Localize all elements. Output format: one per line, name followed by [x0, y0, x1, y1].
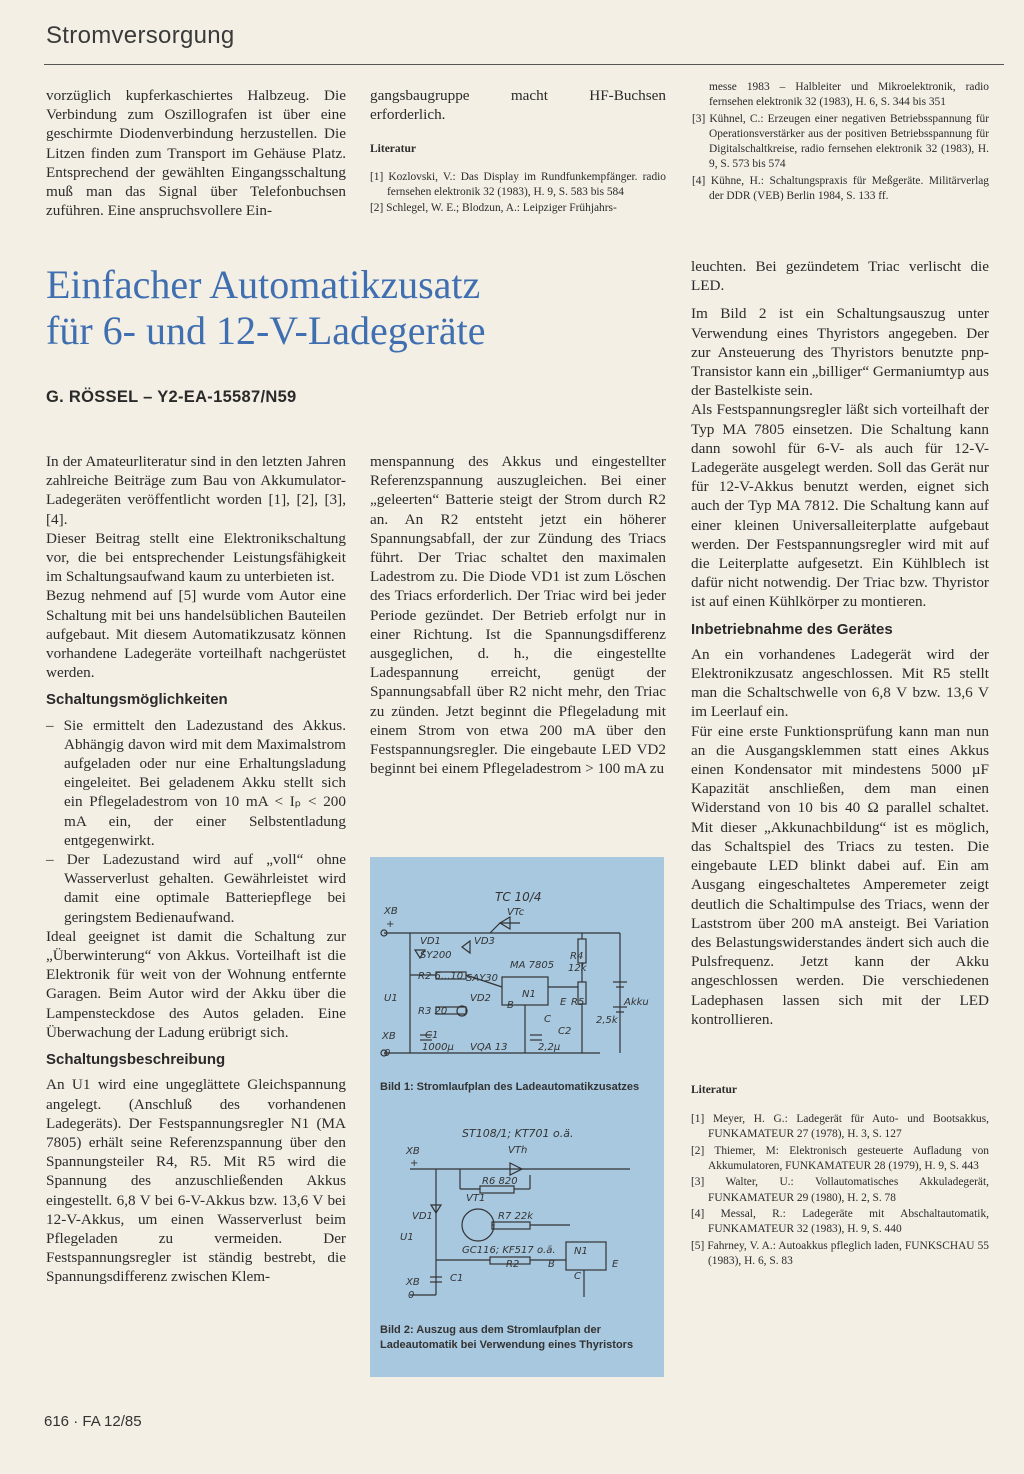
fig1-label: N1	[522, 989, 536, 1000]
prev-article-col2	[370, 86, 666, 218]
fig2-label: N1	[574, 1246, 588, 1257]
circuit-1	[381, 890, 649, 1059]
reference-item: [3] Walter, U.: Vollautomatisches Akkuladegerät, FUNKAMATEUR 29 (1980), H. 2, S. 78	[691, 1176, 989, 1204]
fig1-label: Akku	[624, 997, 649, 1008]
literature-heading: Literatur	[691, 1083, 737, 1096]
fig2-label: R7 22k	[498, 1211, 534, 1222]
fig1-label: E	[560, 997, 567, 1008]
reference-item: [2] Thiemer, M: Elektronisch gesteuerte Aufladung von Akkumulatoren, FUNKAMATEUR 28 (1979), H. 9, S. 443	[691, 1144, 989, 1173]
fig1-label: VD1	[420, 936, 441, 947]
fig1-label: TC 10/4	[495, 890, 542, 904]
paragraph: In der Amateurliteratur sind in den letzten Jahren zahlreiche Beiträge zum Bau von Akkumulator-Ladegeräten veröffentlicht worden [1], [2], [3], [4].	[46, 453, 346, 528]
reference-item: [2] Schlegel, W. E.; Blodzun, A.: Leipziger Frühjahrs-	[370, 202, 617, 215]
title-line: für 6- und 12-V-Ladegeräte	[46, 308, 486, 353]
prev-references-b	[692, 80, 989, 205]
subheading: Inbetriebnahme des Gerätes	[691, 620, 893, 638]
fig1-label: U1	[384, 993, 398, 1004]
fig2-label: U1	[400, 1232, 414, 1243]
reference-item: [4] Messal, R.: Ladegeräte mit Abschaltautomatik, FUNKAMATEUR 32 (1983), H. 9, S. 440	[691, 1207, 989, 1236]
fig2-label: R2	[506, 1259, 520, 1270]
figure-2-caption: Bild 2: Auszug aus dem Stromlaufplan der Ladeautomatik bei Verwendung eines Thyristors	[380, 1324, 634, 1351]
header-rule	[44, 64, 1004, 65]
list-item: – Der Ladezustand wird auf „voll“ ohne Wasserverlust gehalten. Gewährleistet wird damit eine optimale Batteriepflege bei geringstem Bedienaufwand.	[46, 851, 346, 926]
fig1-label: 12k	[568, 963, 587, 974]
fig1-label: VD3	[474, 936, 495, 947]
fig1-label: VQA 13	[470, 1042, 508, 1053]
prev-literature-heading: Literatur	[370, 143, 416, 156]
paragraph: Für eine erste Funktionsprüfung kann man nun an die Ausgangsklemmen statt eines Akkus einen Kondensator mit mindestens 5000 µF Kapazität anschließen, dem man einen Widerstand von 10 bis 40 Ω parallel schaltet. Mit dieser „Akkunachbildung“ ist es möglich, das Schaltspiel des Triacs zu testen. Die eingebaute LED blinkt dabei auf. Ein am Ausgang eingeschaltetes Amperemeter zeigt deutlich die Schaltimpulse des Triacs, wenn der Laststrom über 200 mA ansteigt. Bei Variation des Belastungswiderstandes ändert sich auch die Pulsfrequenz. Jetzt kann der Akku angeschlossen werden. Die verschiedenen Ladephasen lassen sich mit der LED kontrollieren.	[691, 722, 989, 1028]
fig2-label: VTh	[508, 1145, 528, 1156]
fig2-label: B	[548, 1259, 555, 1270]
article-title	[46, 262, 485, 354]
fig2-label: GC116; KF517 o.ä.	[462, 1245, 556, 1256]
fig2-label: 0	[408, 1290, 415, 1301]
author-line: G. RÖSSEL – Y2-EA-15587/N59	[46, 388, 297, 406]
paragraph: Dieser Beitrag stellt eine Elektronikschaltung vor, die bei entsprechender Leistungsfähigkeit im Schaltungsaufwand kaum zu unterbieten ist.	[46, 529, 346, 586]
reference-item: messe 1983 – Halbleiter und Mikroelektronik, radio fernsehen elektronik 32 (1983), H. 6, S. 344 bis 351	[709, 81, 989, 109]
references	[691, 1112, 989, 1269]
paragraph: leuchten. Bei gezündetem Triac verlischt die LED.	[691, 258, 989, 295]
prev-references-a	[370, 170, 666, 217]
paragraph: Als Festspannungsregler läßt sich vorteilhaft der Typ MA 7805 einsetzen. Die Schaltung kann dann sowohl für 6-V- als auch für 12-V-Ladegeräte ausgelegt werden. Soll das Gerät nur für 12-V-Akkus benutzt werden, eignet sich auch der Typ MA 7812. Die Schaltung kann auf einer kleinen Universalleiterplatte aufgebaut werden. Der Festspannungsregler wird mit auf die Leiterplatte aufgesetzt. Ein Kühlblech ist dafür nicht notwendig. Der Triac bzw. Thyristor ist auf einen Kühlkörper zu montieren.	[691, 401, 989, 611]
reference-item: [4] Kühne, H.: Schaltungspraxis für Meßgeräte. Militärverlag der DDR (VEB) Berlin 1984, S. 133 ff.	[692, 174, 989, 203]
fig1-label: XB	[382, 1031, 396, 1042]
paragraph: An ein vorhandenes Ladegerät wird der Elektronikzusatz angeschlossen. Mit R5 stellt man die Schaltschwelle von 6,8 V bzw. 13,6 V im Leerlauf ein.	[691, 645, 989, 721]
paragraph: Ideal geeignet ist damit die Schaltung zur „Überwinterung“ von Akkus. Vorteilhaft ist die Elektronik für weit von der Wohnung entfernte Garagen. Beim Autor wird der Akku über die Lampensteckdose des Autos geladen. Eine Überwachung der Ladung erübrigt sich.	[46, 927, 346, 1041]
section-label: Stromversorgung	[46, 22, 235, 49]
prev-article-text: vorzüglich kupferkaschiertes Halbzeug. Die Verbindung zum Oszillografen ist über eine geschirmte Diodenverbindung herzustellen. Die Litzen finden zum Transport im Gehäuse Platz. Entsprechend der gewählten Eingangsschaltung muß man das Signal über Telefonbuchsen zuführen. Eine anspruchsvollere Ein-	[46, 87, 346, 220]
fig1-label: B	[507, 1000, 514, 1011]
paragraph: Im Bild 2 ist ein Schaltungsauszug unter Verwendung eines Thyristors angegeben. Der zur Ansteuerung des Thyristors benutzte pnp-Transistor kann ein „billiger“ Germaniumtyp aus der Bastelkiste sein.	[691, 305, 989, 400]
list-item: – Sie ermittelt den Ladezustand des Akkus. Abhängig davon wird mit dem Maximalstrom aufgeladen oder nur eine Erhaltungsladung eingeleitet. Bei geladenem Akku stellt sich ein Pflegeladestrom von 10 mA < Iₚ < 200 mA ein, der einer Selbstentladung entgegenwirkt.	[46, 716, 346, 849]
fig2-label: XB	[406, 1277, 420, 1288]
fig1-label: C1	[425, 1030, 439, 1041]
fig1-label: MA 7805	[510, 960, 555, 971]
fig2-label: R6 820	[482, 1176, 518, 1187]
fig2-label: XB	[406, 1146, 420, 1157]
figure-1-caption: Bild 1: Stromlaufplan des Ladeautomatikzusatzes	[380, 1081, 640, 1093]
reference-item: [3] Kühnel, C.: Erzeugen einer negativen Betriebsspannung für Operationsverstärker aus der positiven Betriebsspannung für Digitalschaltkreise, radio fernsehen elektronik 32 (1983), H. 9, S. 573 bis 574	[692, 112, 989, 171]
fig1-label: +	[386, 919, 395, 930]
article-col1	[46, 452, 346, 1287]
circuit-diagrams	[370, 857, 664, 1377]
fig2-label: C1	[450, 1273, 464, 1284]
fig1-label: VD2	[470, 993, 491, 1004]
fig1-label: 2,2µ	[538, 1042, 561, 1053]
feature-list	[46, 716, 346, 927]
fig1-label: SY200	[420, 950, 452, 961]
reference-item: [5] Fahrney, V. A.: Autoakkus pfleglich laden, FUNKSCHAU 55 (1983), H. 6, S. 83	[691, 1239, 989, 1267]
subheading: Schaltungsbeschreibung	[46, 1051, 226, 1069]
paragraph: Bezug nehmend auf [5] wurde vom Autor eine Schaltung mit bei uns handelsüblichen Bauteilen aufgebaut. Mit diesem Automatikzusatz können vorhandene Ladegeräte vorteilhaft nachgerüstet werden.	[46, 587, 346, 682]
article-col2	[370, 452, 666, 778]
fig1-label: R3 20	[418, 1006, 448, 1017]
article-col3	[691, 257, 989, 1270]
fig1-label: C2	[558, 1026, 572, 1037]
circuit-2	[400, 1127, 630, 1301]
subheading: Schaltungsmöglichkeiten	[46, 691, 228, 709]
fig1-label: 1000µ	[422, 1042, 454, 1053]
fig1-label: R2 6...10	[418, 971, 464, 982]
fig2-label: VD1	[412, 1211, 433, 1222]
title-line: Einfacher Automatikzusatz	[46, 262, 481, 307]
fig1-label: SAY30	[466, 973, 499, 984]
fig1-label: 0	[384, 1048, 391, 1059]
prev-article-col1	[46, 86, 346, 220]
prev-article-text-end: gangsbaugruppe macht HF-Buchsen erforderlich.	[370, 87, 666, 124]
reference-item: [1] Kozlovski, V.: Das Display im Rundfunkempfänger. radio fernsehen elektronik 32 (1983), H. 9, S. 583 bis 584	[370, 170, 666, 198]
fig1-label: R4	[570, 951, 584, 962]
fig1-label: R5	[571, 997, 585, 1008]
paragraph: menspannung des Akkus und eingestellter Referenzspannung auszugleichen. Bei einer „geleerten“ Batterie steigt der Strom durch R2 an. An R2 entsteht jetzt ein höherer Spannungsabfall, der zur Zündung des Triacs führt. Der Triac schaltet den maximalen Ladestrom zu. Die Diode VD1 ist zum Löschen des Triacs erforderlich. Der Triac wird bei jeder Periode gezündet. Der Betrieb erfolgt nur in einer Richtung. Ist die Spannungsdifferenz ausgeglichen, d. h., die eingestellte Ladespannung erreicht, genügt der Spannungsabfall über R2 nicht mehr, den Triac zu zünden. Jetzt beginnt die Pflegeladung mit einem Strom von etwa 200 mA über den Festspannungsregler. Die eingebaute LED VD2 beginnt bei einem Pflegeladestrom > 100 mA zu	[370, 453, 666, 778]
fig2-label: E	[612, 1259, 619, 1270]
figure-panel	[370, 857, 664, 1377]
fig1-label: XB	[384, 906, 398, 917]
fig2-label: C	[574, 1271, 581, 1282]
fig2-label: ST108/1; KT701 o.ä.	[462, 1127, 574, 1140]
fig1-label: VTc	[507, 907, 525, 918]
reference-item: [1] Meyer, H. G.: Ladegerät für Auto- und Bootsakkus, FUNKAMATEUR 27 (1978), H. 3, S. 127	[691, 1113, 989, 1141]
fig1-label: 2,5k	[596, 1015, 618, 1026]
paragraph: An U1 wird eine ungeglättete Gleichspannung angelegt. (Anschluß des vorhandenen Ladegeräts). Der Festspannungsregler N1 (MA 7805) erhält seine Referenzspannung über den Spannungsteiler R4, R5. Mit R5 wird die Spannung des anzuschließenden Akkus eingestellt. 6,8 V bei 6-V-Akkus bzw. 13,6 V bei 12-V-Akkus, um einen Wasserverlust beim Pflegeladen zu vermeiden. Der Festspannungsregler ist ständig bestrebt, die Spannungsdifferenz zwischen Klem-	[46, 1076, 346, 1286]
fig1-label: C	[544, 1014, 551, 1025]
fig2-label: +	[410, 1158, 419, 1169]
fig2-label: VT1	[466, 1193, 486, 1204]
page-footer: 616 · FA 12/85	[44, 1413, 142, 1430]
